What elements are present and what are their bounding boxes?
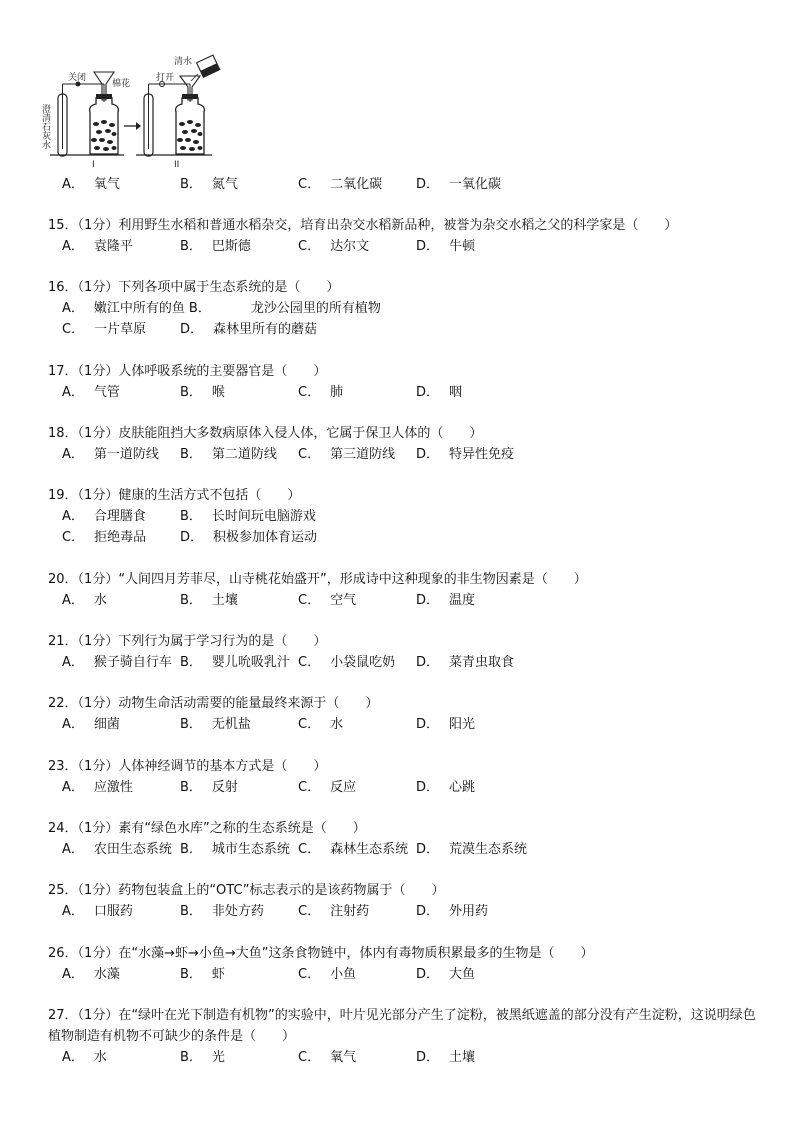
question-stem: 22．（1分）动物生命活动需要的能量最终来源于（ ） [48,696,379,711]
option-b[interactable]: B． 巴斯德 [180,239,251,254]
options-row-2 [48,527,768,548]
question-18 [48,423,768,465]
option-b[interactable]: B． 龙沙公园里的所有植物 [188,301,381,316]
seeds-1 [91,120,117,151]
options [48,901,768,922]
option-d[interactable]: D． 大鱼 [416,967,476,982]
option-d[interactable]: D． 阳光 [416,717,476,732]
option-c[interactable]: C． 空气 [298,593,357,608]
option-a[interactable]: A． 合理膳食 [62,509,146,524]
option-c[interactable]: C． 一片草原 [62,322,147,337]
question-stem: 23．（1分）人体神经调节的基本方式是（ ） [48,759,327,774]
seeds-2 [177,120,203,151]
options [48,444,768,465]
label-open: 打开 [156,73,175,83]
label-close: 关闭 [68,73,87,83]
option-b[interactable]: B． 第二道防线 [180,447,277,462]
options-row-2 [48,319,768,340]
option-a[interactable]: A． 气管 [62,385,120,400]
question-stem: 17．（1分）人体呼吸系统的主要器官是（ ） [48,364,327,379]
label-cotton: 棉花 [112,79,131,89]
option-c[interactable]: C． 拒绝毒品 [62,530,147,545]
question-stem: 20．（1分）“人间四月芳菲尽，山寺桃花始盛开”，形成诗中这种现象的非生物因素是（ ） [48,572,587,587]
option-d[interactable]: D． 积极参加体育运动 [180,530,318,545]
label-water: 清水 [174,57,193,67]
option-c[interactable]: C． 氧气 [298,1050,357,1065]
option-a[interactable]: A． 细菌 [62,717,120,732]
label-panel-2: II [174,160,180,170]
question-stem: 26．（1分）在“水藻→虾→小鱼→大鱼”这条食物链中，体内有毒物质积累最多的生物是（ ） [48,946,594,961]
question-24 [48,818,768,860]
experiment-apparatus-figure [40,54,224,172]
options [48,1047,768,1068]
option-b[interactable]: B． 喉 [180,385,225,400]
label-limewater: 澄清石灰水 [40,104,50,149]
option-d[interactable]: D． 牛顿 [416,239,476,254]
question-stem: 18．（1分）皮肤能阻挡大多数病原体入侵人体，它属于保卫人体的（ ） [48,426,483,441]
option-d[interactable]: D． 一氧化碳 [416,177,502,192]
option-c[interactable]: C． 达尔文 [298,239,370,254]
options-row-1 [48,506,768,527]
options [48,590,768,611]
question-stem: 21．（1分）下列行为属于学习行为的是（ ） [48,634,327,649]
question-19 [48,485,768,548]
option-a[interactable]: A． 水 [62,593,107,608]
option-b[interactable]: B． 无机盐 [180,717,251,732]
question-22 [48,693,768,735]
option-c[interactable]: C． 小鱼 [298,967,357,982]
question-stem: 16．（1分）下列各项中属于生态系统的是（ ） [48,280,340,295]
option-a[interactable]: A． 嫩江中所有的鱼 [62,301,185,316]
options [48,714,768,735]
question-27 [48,1005,768,1068]
option-b[interactable]: B． 非处方药 [180,904,264,919]
option-d[interactable]: D． 温度 [416,593,476,608]
option-b[interactable]: B． 光 [180,1050,225,1065]
option-b[interactable]: B． 氮气 [180,177,238,192]
option-c[interactable]: C． 二氧化碳 [298,177,383,192]
options-row-1 [48,298,768,319]
question-23 [48,756,768,798]
option-c[interactable]: C． 小袋鼠吃奶 [298,655,396,670]
option-c[interactable]: C． 反应 [298,780,357,795]
option-a[interactable]: A． 水 [62,1050,107,1065]
option-d[interactable]: D． 土壤 [416,1050,476,1065]
option-a[interactable]: A． 农田生态系统 [62,842,172,857]
question-16 [48,277,768,340]
option-c[interactable]: C． 水 [298,717,344,732]
options [48,964,768,985]
label-panel-1: I [92,160,95,170]
option-d[interactable]: D． 菜青虫取食 [416,655,515,670]
option-d[interactable]: D． 森林里所有的蘑菇 [180,322,318,337]
options [48,236,768,257]
question-stem: 15．（1分）利用野生水稻和普通水稻杂交，培育出杂交水稻新品种，被誉为杂交水稻之父的科学家是（ ） [48,218,678,233]
option-d[interactable]: D． 咽 [416,385,463,400]
apparatus-drawing [40,54,224,172]
options [48,652,768,673]
question-20 [48,569,768,611]
option-c[interactable]: C． 第三道防线 [298,447,396,462]
option-c[interactable]: C． 森林生态系统 [298,842,409,857]
question-14 [48,174,768,195]
option-b[interactable]: B． 城市生态系统 [180,842,290,857]
option-d[interactable]: D． 心跳 [416,780,476,795]
option-c[interactable]: C． 注射药 [298,904,370,919]
option-d[interactable]: D． 荒漠生态系统 [416,842,528,857]
option-b[interactable]: B． 婴儿吮吸乳汁 [180,655,290,670]
option-a[interactable]: A． 应激性 [62,780,133,795]
option-b[interactable]: B． 反射 [180,780,238,795]
question-26 [48,943,768,985]
option-a[interactable]: A． 氧气 [62,177,120,192]
question-17 [48,361,768,403]
option-a[interactable]: A． 猴子骑自行车 [62,655,172,670]
option-a[interactable]: A． 袁隆平 [62,239,133,254]
options [48,174,768,195]
option-b[interactable]: B． 虾 [180,967,225,982]
options [48,777,768,798]
question-25 [48,880,768,922]
beaker-icon [197,55,220,77]
option-c[interactable]: C． 肺 [298,385,344,400]
question-stem: 19．（1分）健康的生活方式不包括（ ） [48,488,301,503]
option-b[interactable]: B． 土壤 [180,593,238,608]
option-d[interactable]: D． 外用药 [416,904,489,919]
option-a[interactable]: A． 水藻 [62,967,120,982]
option-d[interactable]: D． 特异性免疫 [416,447,515,462]
option-a[interactable]: A． 第一道防线 [62,447,159,462]
option-b[interactable]: B． 长时间玩电脑游戏 [180,509,316,524]
option-a[interactable]: A． 口服药 [62,904,133,919]
question-15 [48,215,768,257]
question-stem: 25．（1分）药物包装盒上的“OTC”标志表示的是该药物属于（ ） [48,883,445,898]
options [48,382,768,403]
options [48,839,768,860]
question-stem: 27．（1分）在“绿叶在光下制造有机物”的实验中，叶片见光部分产生了淀粉，被黑纸遮盖的部分没有产生淀粉，这说明绿色植物制造有机物不可缺少的条件是（ ） [48,1008,756,1044]
question-stem: 24．（1分）素有“绿色水库”之称的生态系统是（ ） [48,821,366,836]
question-21 [48,631,768,673]
